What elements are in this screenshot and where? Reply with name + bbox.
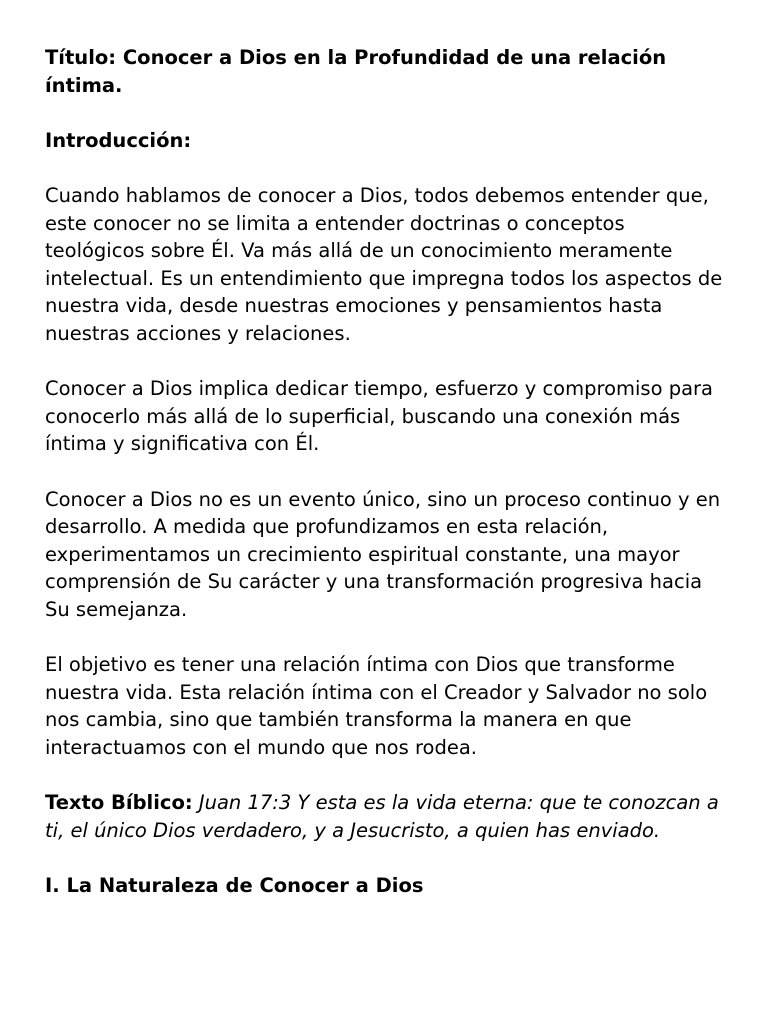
biblical-verse: Juan 17:3 Y esta es la vida eterna: que te conozcan a ti, el único Dios verdadero, y a Jesucristo, a quien has enviado. <box>45 791 719 842</box>
paragraph-2: Conocer a Dios implica dedicar tiempo, esfuerzo y compromiso para conocerlo más allá de lo superficial, buscando una conexión más íntima y significativa con Él. <box>45 377 713 456</box>
section-heading: I. La Naturaleza de Conocer a Dios <box>45 873 424 897</box>
biblical-text-label: Texto Bíblico: <box>45 791 193 815</box>
paragraph-3: Conocer a Dios no es un evento único, sino un proceso continuo y en desarrollo. A medida que profundizamos en esta relación, experimentamos un crecimiento espiritual constante, una mayor comprensión de Su carácter y una transformación progresiva hacia Su semejanza. <box>45 487 721 621</box>
paragraph-1: Cuando hablamos de conocer a Dios, todos debemos entender que, este conocer no se limita a entender doctrinas o conceptos teológicos sobre Él. Va más allá de un conocimiento meramente intelectual. Es un entendimiento que impregna todos los aspectos de nuestra vida, desde nuestras emociones y pensamientos hasta nuestras acciones y relaciones. <box>45 183 723 345</box>
paragraph-4: El objetivo es tener una relación íntima con Dios que transforme nuestra vida. Esta relación íntima con el Creador y Salvador no solo nos cambia, sino que también transforma la manera en que interactuamos con el mundo que nos rodea. <box>45 653 708 759</box>
intro-heading: Introducción: <box>45 128 192 152</box>
biblical-text <box>45 789 728 844</box>
document-title: Título: Conocer a Dios en la Profundidad de una relación íntima. <box>45 46 667 97</box>
